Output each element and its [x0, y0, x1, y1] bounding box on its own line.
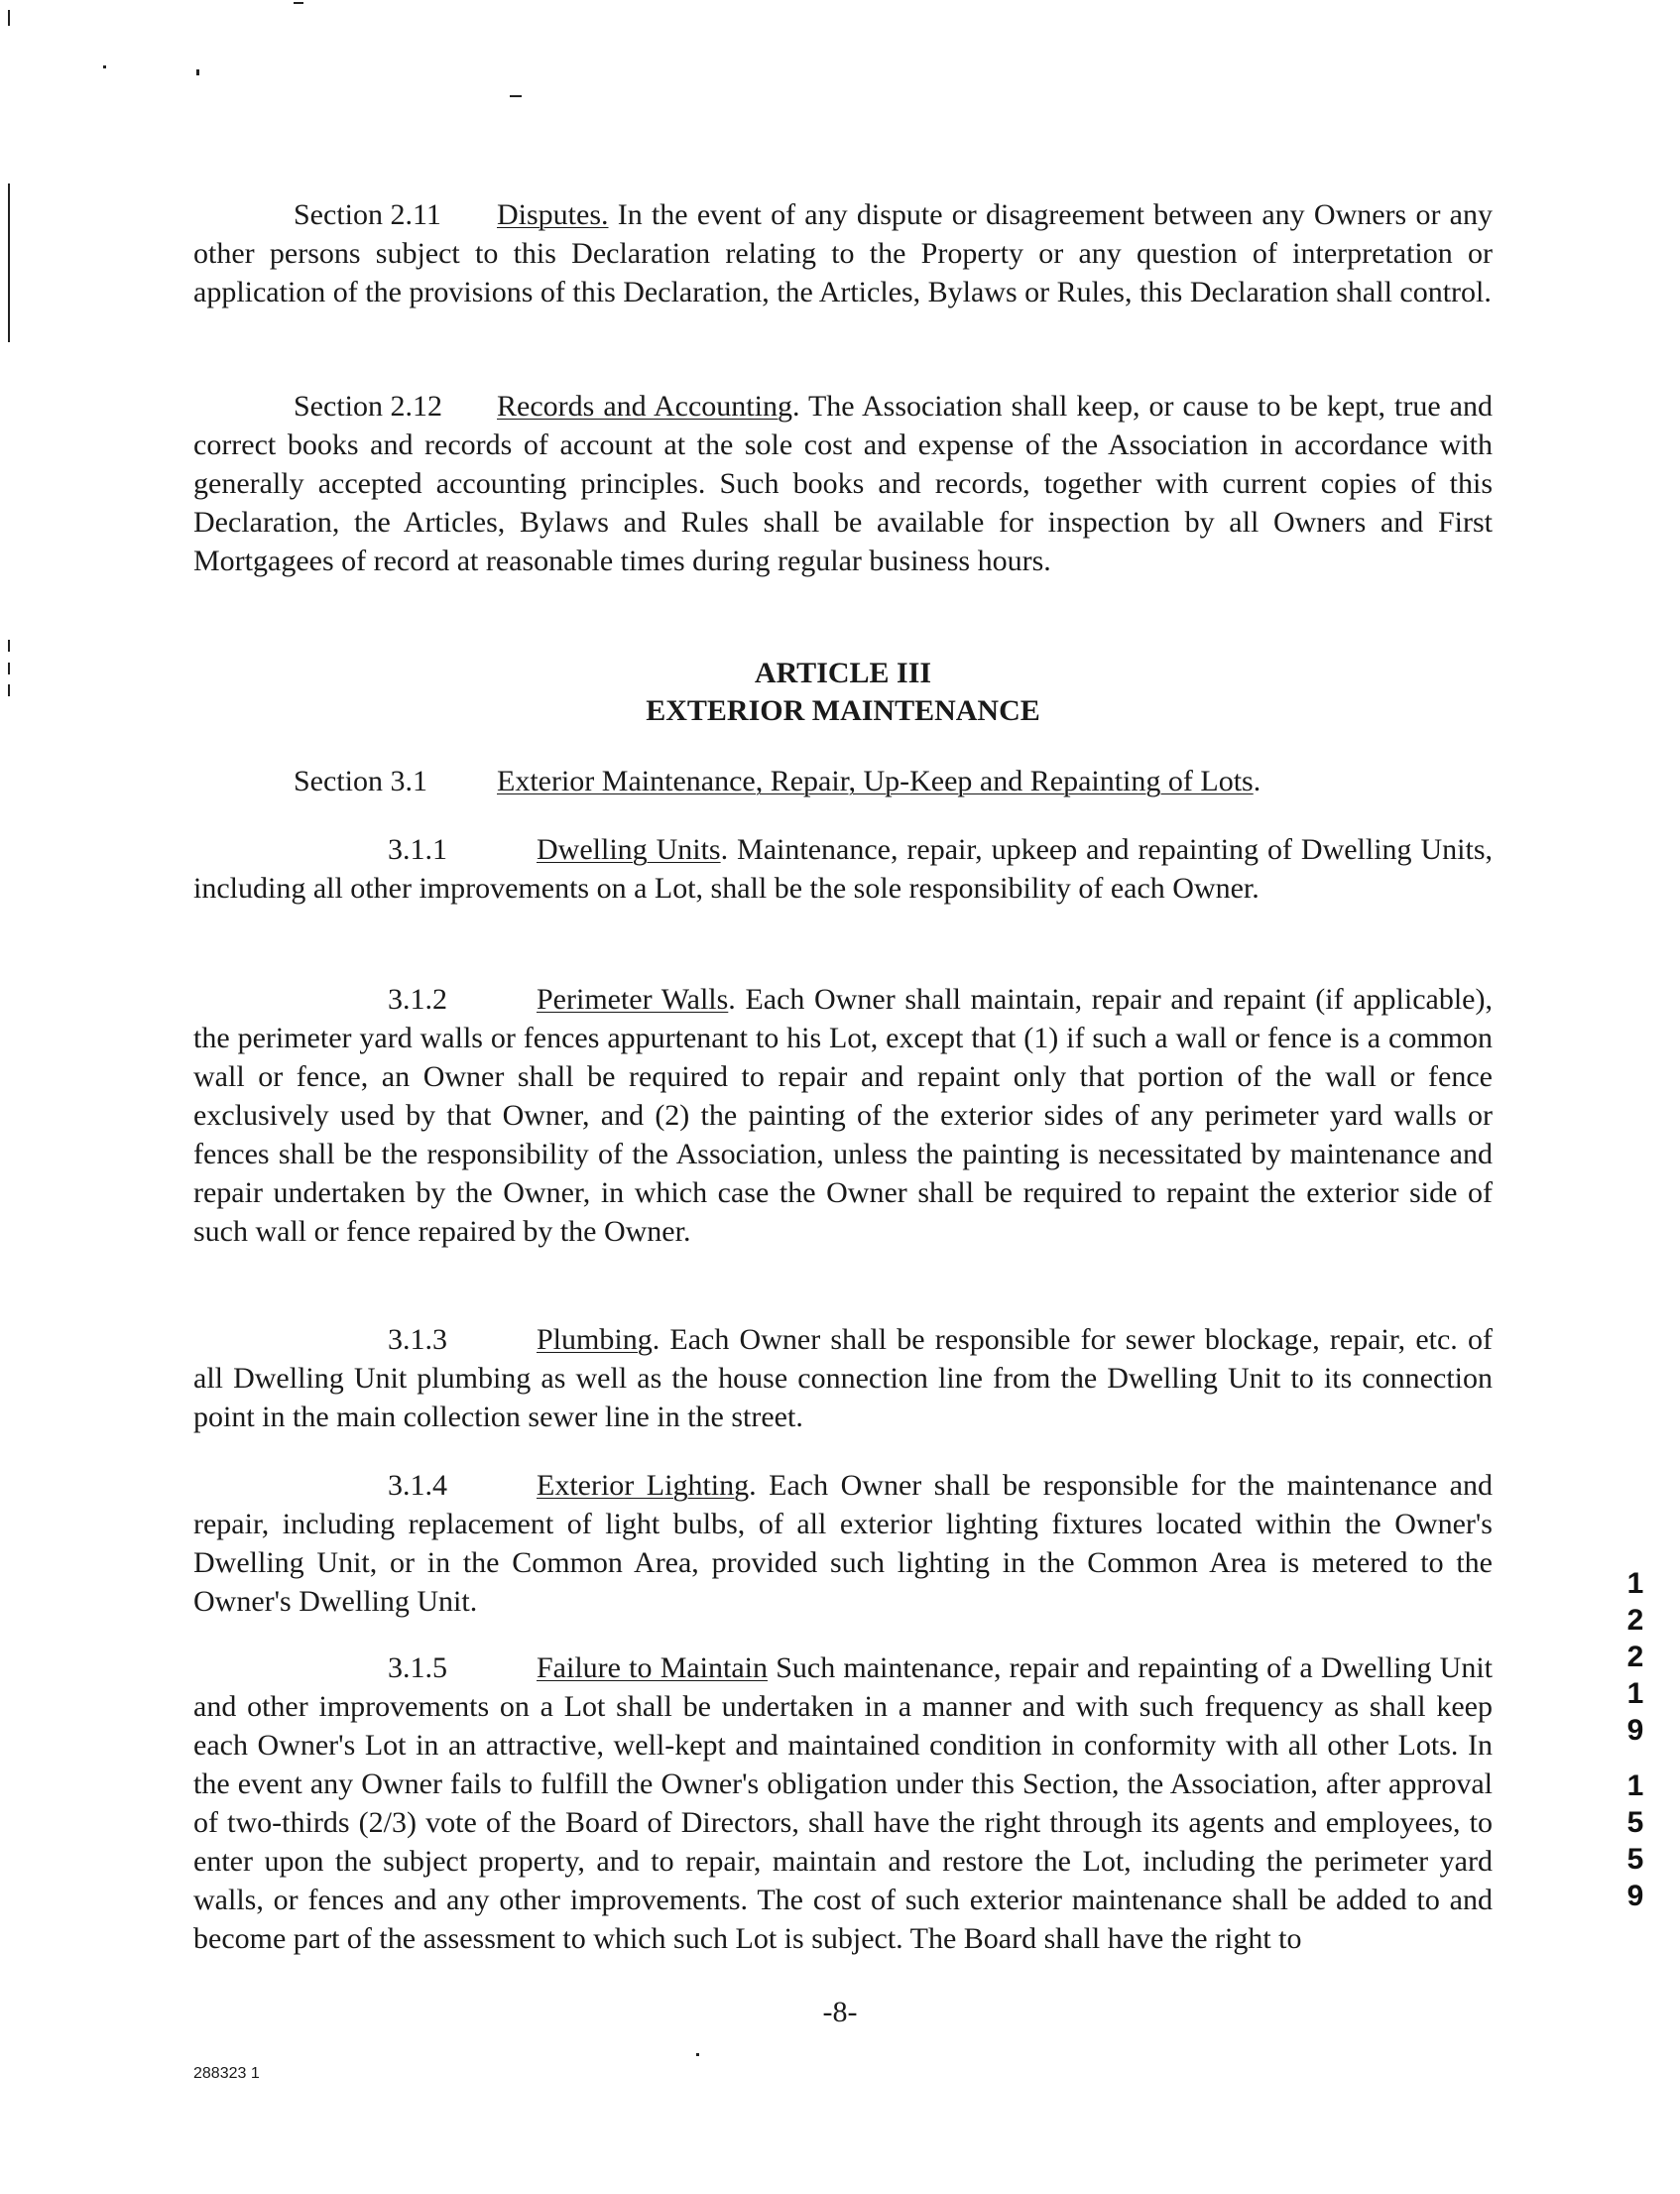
section-2-12-label: Section 2.12 — [294, 390, 442, 423]
scan-mark-left-tick-1 — [8, 640, 10, 652]
stamp-digit: 5 — [1626, 1843, 1644, 1876]
stamp-digit: 1 — [1626, 1769, 1644, 1802]
section-3-1-3-label: 3.1.3 — [388, 1323, 447, 1356]
section-2-11-label: Section 2.11 — [294, 198, 441, 231]
section-3-1-4-heading: Exterior Lighting — [537, 1469, 750, 1502]
recording-stamp-group-1 — [1619, 1565, 1652, 1749]
section-3-1-tail: . — [1253, 765, 1261, 797]
scan-mark-left-tick-3 — [8, 684, 10, 696]
scan-mark-dash-mid — [510, 95, 522, 97]
section-2-11-paragraph — [193, 195, 1493, 311]
section-3-1-1-heading: Dwelling Units — [537, 833, 721, 866]
recording-stamp-group-2 — [1619, 1767, 1652, 1914]
section-3-1-5-text: Such maintenance, repair and repainting of a Dwelling Unit and other improvements on a Lot shall be undertaken in a manner and with such frequency as shall keep each Owner's Lot in an attractive, well-kept and maintained condition in conformity with all other Lots. In the event any Owner fails to fulfill the Owner's obligation under this Section, the Association, after approval of two-thirds (2/3) vote of the Board of Directors, shall have the right through its agents and employees, to enter upon the subject property, and to repair, maintain and restore the Lot, including the perimeter yard walls, or fences and any other improvements. The cost of such exterior maintenance shall be added to and become part of the assessment to which such Lot is subject. The Board shall have the right to — [193, 1651, 1494, 1955]
section-3-1-5-label: 3.1.5 — [388, 1651, 447, 1684]
section-3-1-4-text: . Each Owner shall be responsible for the maintenance and repair, including replacement of light bulbs, of all exterior lighting fixtures located within the Owner's Dwelling Unit, or in the Common Area, provided such lighting in the Common Area is metered to the Owner's Dwelling Unit. — [193, 1469, 1493, 1618]
scan-mark-bottom-dot — [696, 2053, 699, 2056]
scan-mark-dash-top — [294, 2, 303, 4]
section-3-1-1-label: 3.1.1 — [388, 833, 447, 866]
section-3-1-1-paragraph — [193, 830, 1493, 908]
section-3-1-4-label: 3.1.4 — [388, 1469, 447, 1502]
section-3-1-5-heading: Failure to Maintain — [537, 1651, 769, 1684]
scan-mark-left-top — [8, 10, 10, 26]
section-3-1-1-text: . Maintenance, repair, upkeep and repainting of Dwelling Units, including all other improvements on a Lot, shall be the sole responsibility of each Owner. — [193, 833, 1493, 905]
stamp-digit: 1 — [1626, 1677, 1644, 1710]
article-title: EXTERIOR MAINTENANCE — [646, 694, 1040, 727]
section-3-1-2-heading: Perimeter Walls — [537, 983, 729, 1016]
section-2-12-heading: Records and Accounting — [497, 390, 792, 423]
scan-mark-dot-1 — [103, 65, 106, 68]
stamp-digit: 2 — [1626, 1604, 1644, 1637]
section-3-1-4-paragraph — [193, 1466, 1493, 1621]
section-3-1-2-text: . Each Owner shall maintain, repair and repaint (if applicable), the perimeter yard walls or fences appurtenant to his Lot, except that (1) if such a wall or fence is a common wall or fence, an Owner shall be required to repair and repaint only that portion of the wall or fence exclusively used by that Owner, and (2) the painting of the exterior sides of any perimeter yard walls or fences shall be the responsibility of the Association, unless the painting is necessitated by maintenance and repair undertaken by the Owner, in which case the Owner shall be required to repaint the exterior side of such wall or fence repaired by the Owner. — [193, 983, 1493, 1248]
page-number: -8- — [822, 1996, 858, 2028]
scan-mark-dot-2 — [196, 69, 199, 75]
stamp-digit: 2 — [1626, 1641, 1644, 1673]
section-3-1-label: Section 3.1 — [294, 765, 427, 797]
section-3-1-3-heading: Plumbing — [537, 1323, 653, 1356]
section-3-1-2-paragraph — [193, 980, 1493, 1251]
section-3-1-5-paragraph — [193, 1648, 1493, 1958]
section-3-1-2-label: 3.1.2 — [388, 983, 447, 1016]
section-3-1-3-paragraph — [193, 1320, 1493, 1436]
document-id: 288323 1 — [193, 2065, 260, 2082]
article-number: ARTICLE III — [754, 657, 932, 689]
section-2-12-text: . The Association shall keep, or cause to be kept, true and correct books and records of account at the sole cost and expense of the Association in accordance with generally accepted accounting principles. Such books and records, together with current copies of this Declaration, the Articles, Bylaws and Rules shall be available for inspection by all Owners and First Mortgagees of record at reasonable times during regular business hours. — [193, 390, 1493, 577]
scan-mark-left-bar — [8, 183, 10, 342]
section-3-1-3-text: . Each Owner shall be responsible for sewer blockage, repair, etc. of all Dwelling Unit plumbing as well as the house connection line from the Dwelling Unit to its connection point in the main collection sewer line in the street. — [193, 1323, 1493, 1433]
stamp-digit: 5 — [1626, 1806, 1644, 1839]
section-2-12-paragraph — [193, 387, 1493, 580]
stamp-digit: 9 — [1626, 1880, 1644, 1912]
section-2-11-text: In the event of any dispute or disagreement between any Owners or any other persons subject to this Declaration relating to the Property or any question of interpretation or application of the provisions of this Declaration, the Articles, Bylaws or Rules, this Declaration shall control. — [193, 198, 1493, 308]
stamp-digit: 9 — [1626, 1714, 1644, 1747]
section-2-11-heading: Disputes. — [497, 198, 609, 231]
scan-mark-left-tick-2 — [8, 663, 10, 674]
section-3-1-paragraph — [193, 762, 1493, 800]
stamp-digit: 1 — [1626, 1567, 1644, 1600]
section-3-1-heading: Exterior Maintenance, Repair, Up-Keep and Repainting of Lots — [497, 765, 1254, 797]
